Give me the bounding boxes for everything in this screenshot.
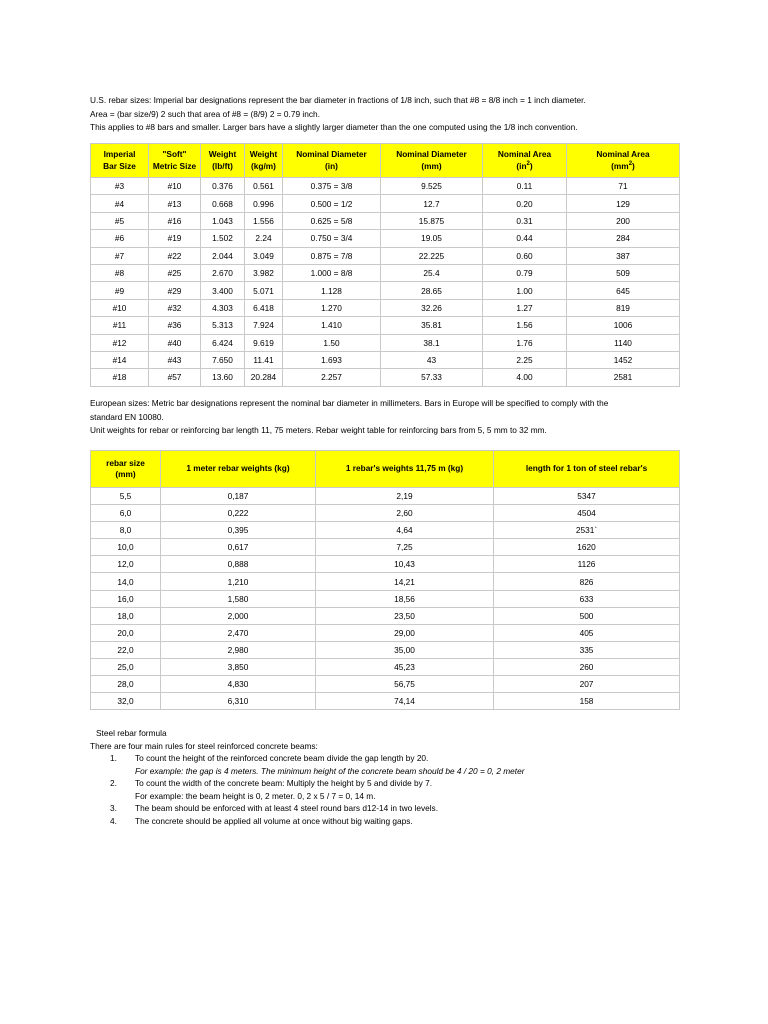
table-cell: 18,0 (91, 607, 161, 624)
header-soft-metric-size: "Soft" Metric Size (149, 144, 201, 178)
table-cell: 0.44 (483, 230, 567, 247)
table-cell: 2,000 (161, 607, 316, 624)
us-intro-line: Area = (bar size/9) 2 such that area of #8 = (8/9) 2 = 0.79 inch. (90, 108, 320, 119)
header-weight-lb-ft: Weight (lb/ft) (201, 144, 245, 178)
list-item (90, 752, 710, 777)
table-cell: 2,19 (316, 488, 494, 505)
table-cell: 38.1 (381, 334, 483, 351)
table-cell: 1.502 (201, 230, 245, 247)
header-nominal-diameter-mm: Nominal Diameter (mm) (381, 144, 483, 178)
table-row (91, 299, 680, 316)
table-cell: 3,850 (161, 658, 316, 675)
rule-example: For example: the beam height is 0, 2 meter. 0, 2 x 5 / 7 = 0, 14 m. (135, 790, 376, 801)
table-cell: 45,23 (316, 658, 494, 675)
table-cell: 16,0 (91, 590, 161, 607)
table-row (91, 212, 680, 229)
table-cell: 7.650 (201, 351, 245, 368)
table-cell: 1452 (567, 351, 680, 368)
table-cell: #19 (149, 230, 201, 247)
table-cell: 10,43 (316, 556, 494, 573)
table-cell: 335 (494, 641, 680, 658)
table-cell: 23,50 (316, 607, 494, 624)
rule-text: To count the height of the reinforced concrete beam divide the gap length by 20. (135, 753, 429, 763)
table-cell: 0,888 (161, 556, 316, 573)
table-cell: 2,980 (161, 641, 316, 658)
table-row (91, 624, 680, 641)
list-item (90, 802, 710, 815)
table-cell: 56,75 (316, 676, 494, 693)
table-cell: 645 (567, 282, 680, 299)
table-row (91, 195, 680, 212)
table-cell: 3.049 (245, 247, 283, 264)
table-cell: 819 (567, 299, 680, 316)
table-cell: #3 (91, 178, 149, 195)
table-cell: 0.625 = 5/8 (283, 212, 381, 229)
table-row (91, 693, 680, 710)
table-cell: 1.56 (483, 317, 567, 334)
table-cell: 32.26 (381, 299, 483, 316)
table-cell: 1.410 (283, 317, 381, 334)
table-cell: 0.376 (201, 178, 245, 195)
table-cell: 2.044 (201, 247, 245, 264)
table-cell: #5 (91, 212, 149, 229)
table-cell: 387 (567, 247, 680, 264)
table-cell: #18 (91, 369, 149, 386)
table-cell: 25,0 (91, 658, 161, 675)
table-cell: #25 (149, 264, 201, 281)
table-cell: 5.313 (201, 317, 245, 334)
table-cell: 0.79 (483, 264, 567, 281)
table-cell: 0.60 (483, 247, 567, 264)
table-cell: 5.071 (245, 282, 283, 299)
table-row (91, 590, 680, 607)
header-imperial-bar-size: Imperial Bar Size (91, 144, 149, 178)
rule-text: The beam should be enforced with at least 4 steel round bars d12-14 in two levels. (135, 803, 439, 813)
table-row (91, 230, 680, 247)
table-cell: 74,14 (316, 693, 494, 710)
table-cell: 4504 (494, 505, 680, 522)
table-cell: 6.424 (201, 334, 245, 351)
table-cell: 2581 (567, 369, 680, 386)
table-cell: #22 (149, 247, 201, 264)
table-cell: 12,0 (91, 556, 161, 573)
table-row (91, 369, 680, 386)
table-cell: 9.619 (245, 334, 283, 351)
table-cell: #32 (149, 299, 201, 316)
formula-heading: Steel rebar formula (96, 728, 167, 738)
table-cell: 28,0 (91, 676, 161, 693)
table-cell: 22.225 (381, 247, 483, 264)
table-cell: 4.303 (201, 299, 245, 316)
table-cell: 6,310 (161, 693, 316, 710)
table-cell: 2.25 (483, 351, 567, 368)
table-cell: #7 (91, 247, 149, 264)
table-cell: 2,470 (161, 624, 316, 641)
header-nominal-diameter-in: Nominal Diameter (in) (283, 144, 381, 178)
table-cell: #11 (91, 317, 149, 334)
eu-intro-line: standard EN 10080. (90, 411, 164, 422)
eu-rebar-intro (90, 397, 690, 438)
steel-rebar-formula-section (90, 727, 710, 827)
table-cell: 5,5 (91, 488, 161, 505)
eu-table-header-row (91, 451, 680, 488)
table-cell: 0.561 (245, 178, 283, 195)
table-cell: #57 (149, 369, 201, 386)
rule-example: For example: the gap is 4 meters. The minimum height of the concrete beam should be 4 / 20 = 0, 2 meter (135, 765, 525, 776)
table-cell: 1.00 (483, 282, 567, 299)
us-rebar-table (90, 143, 680, 387)
table-cell: 1126 (494, 556, 680, 573)
table-cell: 4,64 (316, 522, 494, 539)
table-cell: 1.76 (483, 334, 567, 351)
table-cell: 71 (567, 178, 680, 195)
table-cell: 129 (567, 195, 680, 212)
table-cell: 1620 (494, 539, 680, 556)
table-cell: 0.668 (201, 195, 245, 212)
table-cell: 509 (567, 264, 680, 281)
table-cell: 2.24 (245, 230, 283, 247)
table-cell: 1140 (567, 334, 680, 351)
list-item (90, 777, 710, 802)
table-cell: 0.11 (483, 178, 567, 195)
table-cell: #6 (91, 230, 149, 247)
table-cell: 0,617 (161, 539, 316, 556)
table-cell: 0.750 = 3/4 (283, 230, 381, 247)
header-nominal-area-in2: Nominal Area $(in^2)$ (483, 144, 567, 178)
table-cell: 0.875 = 7/8 (283, 247, 381, 264)
table-cell: 207 (494, 676, 680, 693)
table-cell: 0.996 (245, 195, 283, 212)
table-cell: 1006 (567, 317, 680, 334)
table-cell: 4.00 (483, 369, 567, 386)
table-row (91, 641, 680, 658)
table-cell: #12 (91, 334, 149, 351)
table-cell: 29,00 (316, 624, 494, 641)
list-number: 3. (110, 803, 117, 813)
us-intro-line: U.S. rebar sizes: Imperial bar designations represent the bar diameter in fractions of 1/8 inch, such that #8 = 8/8 inch = 1 inch diameter. (90, 95, 586, 105)
eu-intro-line: European sizes: Metric bar designations represent the nominal bar diameter in millimeters. Bars in Europe will be specified to comply with the (90, 398, 609, 408)
table-cell: 18,56 (316, 590, 494, 607)
eu-rebar-table (90, 450, 680, 710)
table-cell: 0.20 (483, 195, 567, 212)
table-cell: 0.31 (483, 212, 567, 229)
table-cell: 4,830 (161, 676, 316, 693)
header-weight-kg-m: Weight (kg/m) (245, 144, 283, 178)
table-cell: 35.81 (381, 317, 483, 334)
table-cell: 14,0 (91, 573, 161, 590)
table-cell: 28.65 (381, 282, 483, 299)
table-cell: 7.924 (245, 317, 283, 334)
table-row (91, 351, 680, 368)
table-cell: #29 (149, 282, 201, 299)
table-cell: 200 (567, 212, 680, 229)
table-row (91, 334, 680, 351)
table-cell: #43 (149, 351, 201, 368)
us-rebar-intro (90, 94, 690, 135)
table-cell: #36 (149, 317, 201, 334)
table-cell: 6,0 (91, 505, 161, 522)
list-number: 1. (110, 753, 117, 763)
table-cell: #10 (91, 299, 149, 316)
table-cell: 19.05 (381, 230, 483, 247)
table-cell: 2,60 (316, 505, 494, 522)
us-table-header-row (91, 144, 680, 178)
table-row (91, 607, 680, 624)
table-row (91, 178, 680, 195)
table-cell: 11.41 (245, 351, 283, 368)
header-length-per-ton: length for 1 ton of steel rebar's (494, 451, 680, 488)
table-row (91, 556, 680, 573)
table-cell: 633 (494, 590, 680, 607)
table-cell: #9 (91, 282, 149, 299)
rule-text: The concrete should be applied all volume at once without big waiting gaps. (135, 815, 413, 826)
table-cell: 1,210 (161, 573, 316, 590)
table-cell: 9.525 (381, 178, 483, 195)
table-cell: 20.284 (245, 369, 283, 386)
table-cell: 1.50 (283, 334, 381, 351)
table-cell: 2531` (494, 522, 680, 539)
table-cell: 1.693 (283, 351, 381, 368)
list-item (90, 815, 710, 828)
header-rebar-size: rebar size (mm) (91, 451, 161, 488)
table-cell: 7,25 (316, 539, 494, 556)
table-cell: 5347 (494, 488, 680, 505)
table-cell: 15.875 (381, 212, 483, 229)
table-cell: 20,0 (91, 624, 161, 641)
table-cell: #14 (91, 351, 149, 368)
table-row (91, 317, 680, 334)
us-intro-line: This applies to #8 bars and smaller. Larger bars have a slightly larger diameter than the one computed using the 1/8 inch convention. (90, 122, 578, 132)
table-cell: 35,00 (316, 641, 494, 658)
table-cell: 405 (494, 624, 680, 641)
table-cell: 500 (494, 607, 680, 624)
table-cell: 8,0 (91, 522, 161, 539)
list-number: 4. (110, 815, 117, 826)
table-cell: 0,222 (161, 505, 316, 522)
table-cell: 12.7 (381, 195, 483, 212)
table-row (91, 539, 680, 556)
table-cell: 1.556 (245, 212, 283, 229)
rule-text: To count the width of the concrete beam: Multiply the height by 5 and divide by 7. (135, 778, 433, 788)
table-row (91, 676, 680, 693)
list-number: 2. (110, 778, 117, 788)
table-cell: 1.000 = 8/8 (283, 264, 381, 281)
table-cell: 1.27 (483, 299, 567, 316)
header-nominal-area-mm2: Nominal Area $(mm^2)$ (567, 144, 680, 178)
table-cell: #40 (149, 334, 201, 351)
table-cell: 0.375 = 3/8 (283, 178, 381, 195)
table-cell: 158 (494, 693, 680, 710)
table-cell: 10,0 (91, 539, 161, 556)
header-1-meter-weights: 1 meter rebar weights (kg) (161, 451, 316, 488)
table-cell: 3.400 (201, 282, 245, 299)
table-cell: 6.418 (245, 299, 283, 316)
table-cell: 284 (567, 230, 680, 247)
table-cell: 57.33 (381, 369, 483, 386)
table-cell: 260 (494, 658, 680, 675)
table-row (91, 282, 680, 299)
table-cell: 43 (381, 351, 483, 368)
table-cell: 25.4 (381, 264, 483, 281)
table-cell: 1,580 (161, 590, 316, 607)
eu-intro-line: Unit weights for rebar or reinforcing bar length 11, 75 meters. Rebar weight table for reinforcing bars from 5, 5 mm to 32 mm. (90, 425, 547, 435)
table-cell: 2.257 (283, 369, 381, 386)
table-cell: 1.043 (201, 212, 245, 229)
table-cell: 0,187 (161, 488, 316, 505)
table-cell: 0.500 = 1/2 (283, 195, 381, 212)
table-cell: #4 (91, 195, 149, 212)
table-cell: 3.982 (245, 264, 283, 281)
table-cell: #10 (149, 178, 201, 195)
table-row (91, 522, 680, 539)
table-cell: 2.670 (201, 264, 245, 281)
formula-intro: There are four main rules for steel reinforced concrete beams: (90, 740, 318, 751)
table-cell: 0,395 (161, 522, 316, 539)
table-row (91, 488, 680, 505)
table-cell: 1.270 (283, 299, 381, 316)
table-row (91, 505, 680, 522)
table-cell: 22,0 (91, 641, 161, 658)
table-row (91, 247, 680, 264)
table-cell: 14,21 (316, 573, 494, 590)
table-cell: 1.128 (283, 282, 381, 299)
table-cell: 826 (494, 573, 680, 590)
table-row (91, 573, 680, 590)
table-cell: #8 (91, 264, 149, 281)
table-cell: 32,0 (91, 693, 161, 710)
table-row (91, 264, 680, 281)
table-cell: #16 (149, 212, 201, 229)
table-cell: 13.60 (201, 369, 245, 386)
formula-rules-list (90, 752, 710, 827)
header-1-rebar-weights: 1 rebar's weights 11,75 m (kg) (316, 451, 494, 488)
table-cell: #13 (149, 195, 201, 212)
table-row (91, 658, 680, 675)
